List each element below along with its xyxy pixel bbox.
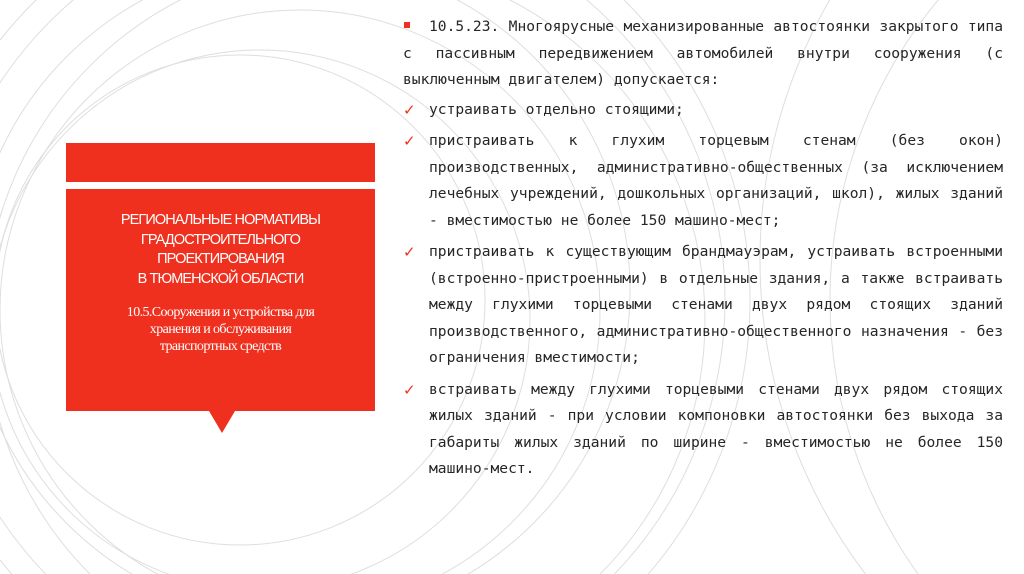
checkmark-icon: ✓ [403,100,416,119]
panel-subtitle-line: хранения и обслуживания [149,322,292,337]
list-item-text: пристраивать к глухим торцевым стенам (без окон) производственных, административно-общественных (за исключением лечебных учреждений, дошкольных организаций, школ), жилых зданий - вместимостью не более 150 машино-мест; [429,132,1003,229]
panel-subtitle-line: транспортных средств [159,339,282,354]
panel-subtitle-line: 10.5.Сооружения и устройства для [126,305,315,320]
list-item-text: пристраивать к существующим брандмауэрам, устраивать встроенными (встроенно-пристроенными) в отдельные здания, а также встраивать между глухими торцевыми стенами двух рядом стоящих зданий производственного, административно-общественного назначения - без ограничения вместимости; [429,243,1003,366]
checkmark-icon: ✓ [403,380,416,399]
checkmark-icon: ✓ [403,243,416,261]
panel-title-line: В ТЮМЕНСКОЙ ОБЛАСТИ [137,270,304,287]
list-item [403,97,1003,124]
list-item-text: устраивать отдельно стоящими; [429,100,684,118]
lead-text: 10.5.23. Многоярусные механизированные автостоянки закрытого типа с пассивным передвижением автомобилей внутри сооружения (с выключенным двигателем) допускается: [403,18,1003,88]
panel-title-line: ГРАДОСТРОИТЕЛЬНОГО [140,231,301,248]
lead-paragraph [403,14,1003,94]
red-accent-band [66,143,375,182]
list-item [403,128,1003,234]
panel-pointer [209,411,235,433]
list-item-text: встраивать между глухими торцевыми стенами двух рядом стоящих жилых зданий - при условии компоновки автостоянки без выхода за габариты жилых зданий по ширине - вместимостью не более 150 машино-мест. [429,380,1003,477]
square-bullet-icon [404,22,410,28]
list-item [403,377,1003,483]
panel-title-line: ПРОЕКТИРОВАНИЯ [157,251,284,267]
panel-title-line: РЕГИОНАЛЬНЫЕ НОРМАТИВЫ [120,212,321,228]
main-content [403,14,1003,483]
checkmark-icon: ✓ [403,132,416,150]
section-info-panel [66,189,375,411]
panel-title [84,211,357,289]
panel-subtitle [84,304,357,355]
list-item [403,239,1003,372]
